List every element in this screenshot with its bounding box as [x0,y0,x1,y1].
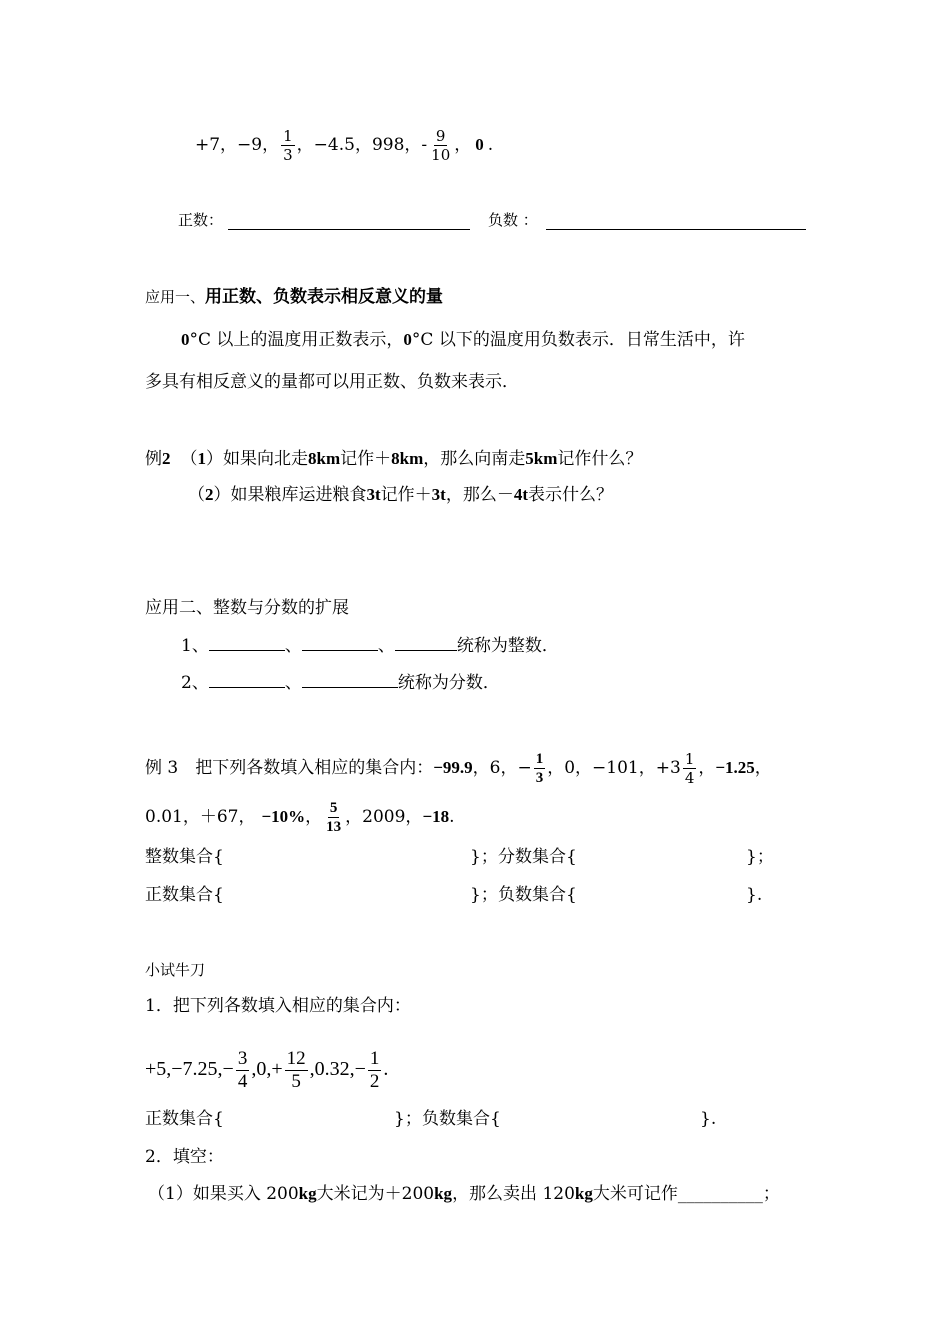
item-number: 1、 [181,636,209,656]
text: ）如果粮库运进粮食 [213,485,367,505]
text: ； [762,1184,780,1204]
text-bold: 1 [197,449,206,468]
answer-blank[interactable]: __________ [677,1184,763,1204]
practice-negative-set-label [422,1107,501,1131]
text-bold: 0 [403,330,412,349]
positive-answer-line[interactable] [228,229,470,230]
text: 正数集合{ [145,1109,224,1129]
text: }. [746,885,763,905]
text-bold: −18 [422,807,450,826]
text-bold: −1.25 [715,758,755,777]
text: 多具有相反意义的量都可以用正数、负数来表示． [145,372,519,392]
text-bold: −10% [261,807,306,826]
fraction-numerator: 1 [283,127,293,145]
fraction-denominator: 5 [291,1071,301,1092]
text-bold: 8km [308,449,341,468]
example-3-line-1 [145,750,772,787]
heading-title: 应用二、整数与分数的扩展 [145,598,349,618]
answer-blank[interactable] [302,636,378,651]
text: 负数集合{ [498,885,577,905]
text: }； [394,1109,422,1129]
fraction-denominator: 2 [369,1071,380,1092]
text-bold: 3t [431,485,446,504]
text: . [449,807,455,827]
text: ， [698,758,716,778]
list-part: +7，−9， [195,135,280,155]
list-part: . [487,135,494,155]
text: 整数集合{ [145,847,224,867]
fraction-numerator: 3 [237,1048,248,1069]
text: （1）如果买入 200 [148,1184,299,1204]
text: ,0,+ [251,1058,283,1081]
text: 大米记为＋200 [316,1184,435,1204]
text-bold: 8km [391,449,424,468]
negative-label: 负数 ： [488,211,538,229]
text: }； [470,885,498,905]
application-1-heading [145,285,443,309]
negative-set-label [498,883,577,907]
example-number: 2 [162,449,171,468]
fraction-numerator: 9 [435,127,446,145]
text: ，0，−101，+3 [547,758,681,778]
text: 记作＋ [340,449,392,469]
text: 负数集合{ [422,1109,501,1129]
answer-blank[interactable] [302,673,398,688]
practice-negative-set-close [700,1107,716,1131]
text-bold: −99.9 [433,758,473,777]
fraction [429,127,452,164]
positive-label: 正数： [178,211,224,229]
fraction-set-close [746,845,774,869]
text: ， [754,758,772,778]
text: （ [180,449,198,469]
separator: 、 [377,636,395,656]
text: °C 以上的温度用正数表示， [189,330,404,350]
negative-answer-row [488,208,538,232]
text: ）如果向北走 [206,449,308,469]
text: 大米可记作 [592,1184,678,1204]
negative-answer-line[interactable] [546,229,806,230]
fraction-set-label [498,845,577,869]
fraction-numerator: 1 [684,750,695,768]
example-label: 例 [145,449,162,469]
text-bold: kg [298,1184,317,1203]
example-2-question-1 [145,447,642,471]
item-number: 2、 [181,673,209,693]
text: 1．把下列各数填入相应的集合内： [145,996,411,1016]
text: 分数集合{ [498,847,577,867]
practice-question-2 [145,1145,224,1169]
fraction-denominator: 3 [535,770,544,786]
positive-set-close [470,883,498,907]
fraction-numerator: 1 [369,1048,380,1069]
text: 表示什么？ [528,485,614,505]
text: °C 以下的温度用负数表示．日常生活中，许 [411,330,745,350]
text: ，那么－ [445,485,514,505]
text: ,0.32,− [309,1058,366,1081]
heading-title: 用正数、负数表示相反意义的量 [205,287,444,307]
negative-set-close [746,883,762,907]
list-part: ， [454,135,472,155]
answer-blank[interactable] [395,636,457,651]
fraction-denominator: 4 [684,769,695,787]
integer-set-close [470,845,498,869]
text-bold: kg [434,1184,453,1203]
practice-question-2-1 [148,1182,780,1206]
answer-blank[interactable] [209,673,285,688]
fraction-denominator: 4 [237,1071,248,1092]
text: 例 3 把下列各数填入相应的集合内： [145,758,434,778]
text: ，那么卖出 120 [452,1184,575,1204]
text: ， [305,807,323,827]
text-bold: 2 [205,485,214,504]
fraction [285,1048,308,1093]
text: 记作＋ [380,485,432,505]
text: 0.01，＋67， [145,807,256,827]
positive-set-label [145,883,224,907]
text-bold: 3t [366,485,381,504]
list-part: 0 [475,135,484,154]
integer-set-label [145,845,224,869]
text: （ [188,485,205,505]
fraction-numerator: 1 [535,751,544,767]
text-bold: 4t [513,485,529,504]
positive-answer-row [178,208,223,232]
fraction [236,1048,250,1093]
list-part: ，−4.5，998，- [296,135,428,155]
separator: 、 [284,673,302,693]
text: }； [746,847,774,867]
fraction-denominator: 13 [326,819,342,835]
text-bold: 0 [181,330,190,349]
paragraph-line-2 [145,370,519,394]
text: . [383,1058,389,1081]
answer-blank[interactable] [209,636,285,651]
example-3-line-2 [145,799,455,836]
fraction [534,750,546,787]
paragraph-line-1 [181,328,745,352]
practice-positive-set-close [394,1107,422,1131]
text-bold: 5km [525,449,558,468]
fraction-numerator: 12 [286,1048,306,1069]
fraction-numerator: 5 [329,800,338,816]
text: 统称为分数． [397,673,500,693]
fraction [368,1048,382,1093]
text: +5,−7.25,− [145,1058,234,1081]
fraction-definition-row [181,671,500,695]
fraction-denominator: 3 [283,146,293,164]
text: ，那么向南走 [423,449,526,469]
practice-question-1 [145,994,411,1018]
text: }； [470,847,498,867]
example-2-question-2 [188,483,613,507]
text: ，6，− [472,758,532,778]
text: 小试牛刀 [145,961,206,979]
text: ，2009， [345,807,423,827]
practice-number-list [145,1048,388,1093]
text: }. [700,1109,717,1129]
fraction [683,750,697,787]
practice-heading [145,958,205,982]
text: 2．填空： [145,1147,224,1167]
text: 统称为整数． [456,636,559,656]
integer-definition-row [181,634,559,658]
separator: 、 [284,636,302,656]
fraction [281,127,295,164]
text: 记作什么？ [557,449,643,469]
fraction [324,799,343,836]
practice-positive-set-label [145,1107,224,1131]
heading-prefix: 应用一、 [145,288,206,306]
application-2-heading [145,596,349,620]
text-bold: kg [574,1184,593,1203]
fraction-denominator: 10 [431,146,451,164]
text: 正数集合{ [145,885,224,905]
number-list [195,127,493,164]
